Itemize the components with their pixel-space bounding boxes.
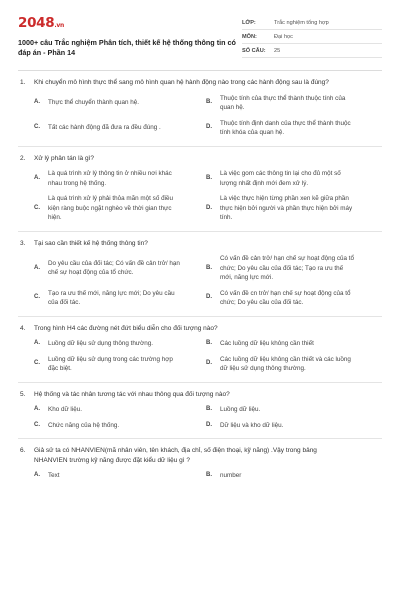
option-text: Là quá trình xử lý thông tin ở nhiều nơi khác nhau trong hệ thống.: [48, 170, 172, 187]
options: [34, 94, 382, 138]
question-number: 2.: [20, 154, 26, 162]
question-number: 1.: [20, 79, 26, 86]
option-letter: A.: [34, 340, 40, 346]
header-left: [18, 16, 236, 58]
question-number: 5.: [20, 390, 26, 398]
option-b[interactable]: [206, 254, 378, 283]
option-d[interactable]: [206, 421, 378, 431]
option-text: number: [220, 472, 242, 479]
option-text: Là việc thực hiện từng phần xen kẽ giữa phần thực hiện bởi người và phần thực hiện bởi máy tính.: [220, 195, 353, 221]
question-text: [18, 324, 382, 334]
logo-suffix: .vn: [54, 22, 64, 29]
option-d[interactable]: [206, 355, 378, 374]
option-d[interactable]: [206, 119, 378, 138]
page-title: 1000+ câu Trắc nghiệm Phân tích, thiết kế hệ thống thông tin có đáp án - Phần 14: [18, 38, 236, 57]
option-text: Dữ liệu và kho dữ liệu.: [220, 421, 284, 429]
question-body: Trong hình H4 các đường nét đứt biểu diễn cho đối tượng nào?: [34, 324, 218, 332]
question-body: Giả sử ta có NHANVIEN(mã nhân viên, tên khách, địa chỉ, số điện thoại, kỹ năng) .Vậy trong bảng NHANVIEN trường kỹ năng được đặt kiểu dữ liệu gì ?: [34, 447, 317, 464]
meta-value: Đại học: [274, 33, 293, 40]
options: [34, 471, 382, 481]
meta-label: MÔN:: [242, 33, 257, 40]
option-d[interactable]: [206, 289, 378, 308]
question-divider: [18, 438, 382, 439]
option-letter: D.: [206, 360, 212, 367]
option-c[interactable]: [34, 421, 206, 431]
option-text: Các luồng dữ liệu không cần thiết: [220, 340, 314, 347]
option-text: Thực thể chuyển thành quan hệ.: [48, 99, 140, 107]
options: [34, 405, 382, 430]
option-a[interactable]: [34, 254, 206, 283]
option-text: Luồng dữ liệu.: [220, 406, 261, 413]
option-text: Là việc gom các thông tin lại cho đủ một số lượng nhất định mới đem xử lý.: [220, 170, 341, 187]
question-6: [18, 446, 382, 481]
question-body: Hệ thống và tác nhân tương tác với nhau thông qua đối tượng nào?: [34, 390, 230, 398]
option-text: Các luồng dữ liệu không cần thiết và các luồng dữ liệu sử dụng thông thường.: [220, 355, 351, 372]
option-c[interactable]: [34, 119, 206, 138]
option-a[interactable]: [34, 94, 206, 113]
meta-row-class: [242, 16, 382, 30]
site-logo[interactable]: [18, 16, 236, 33]
meta-table: [242, 16, 382, 58]
meta-label: SỐ CÂU:: [242, 47, 266, 54]
question-2: [18, 154, 382, 232]
meta-value: 25: [274, 47, 281, 54]
option-text: Chức năng của hệ thống.: [48, 421, 120, 429]
question-text: [18, 154, 382, 164]
question-divider: [18, 382, 382, 383]
options: [34, 169, 382, 223]
option-a[interactable]: [34, 339, 206, 349]
option-text: Luồng dữ liệu sử dụng thông thường.: [48, 340, 154, 347]
option-letter: A.: [34, 174, 40, 181]
option-c[interactable]: [34, 355, 206, 374]
option-b[interactable]: [206, 169, 378, 188]
option-letter: B.: [206, 472, 212, 478]
option-letter: A.: [34, 472, 40, 478]
option-letter: C.: [34, 421, 40, 428]
meta-row-count: [242, 44, 382, 58]
option-text: Do yêu cầu của đối tác; Có vấn đề cản trở/ hạn chế sự hoạt động của tổ chức.: [48, 259, 180, 277]
option-letter: D.: [206, 294, 212, 301]
question-text: [18, 390, 382, 400]
header: [18, 16, 382, 58]
header-divider: [18, 70, 382, 71]
question-text: [18, 78, 382, 88]
option-letter: A.: [34, 264, 40, 271]
options: [34, 254, 382, 308]
option-letter: A.: [34, 406, 40, 412]
question-body: Khi chuyển mô hình thực thể sang mô hình quan hệ hành động nào trong các hành động sau là đúng?: [34, 79, 329, 86]
option-c[interactable]: [34, 194, 206, 223]
option-b[interactable]: [206, 94, 378, 113]
question-text: [18, 446, 382, 465]
option-letter: C.: [34, 294, 40, 301]
question-text: [18, 239, 382, 249]
option-text: Text: [48, 472, 60, 479]
option-c[interactable]: [34, 289, 206, 308]
options: [34, 339, 382, 374]
option-d[interactable]: [206, 194, 378, 223]
meta-label: LỚP:: [242, 19, 256, 26]
meta-row-subject: [242, 30, 382, 44]
question-1: [18, 78, 382, 147]
option-letter: B.: [206, 174, 212, 181]
option-letter: D.: [206, 124, 212, 131]
option-text: Thuộc tính của thực thể thành thuộc tính của quan hệ.: [220, 94, 346, 111]
option-letter: C.: [34, 360, 40, 367]
option-text: Có vấn đề cản trở/ hạn chế sự hoạt động của tổ chức; Do yêu cầu của đối tác; Tạo ra ưu thế mới, năng lực mới.: [220, 255, 355, 281]
option-letter: A.: [34, 99, 40, 106]
question-5: [18, 390, 382, 440]
meta-value: Trắc nghiệm tổng hợp: [274, 19, 329, 26]
option-letter: D.: [206, 204, 212, 211]
question-number: 3.: [20, 239, 26, 247]
question-divider: [18, 231, 382, 232]
question-4: [18, 324, 382, 383]
option-b[interactable]: [206, 471, 378, 481]
option-b[interactable]: [206, 339, 378, 349]
option-text: Là quá trình xử lý phải thỏa mãn một số điều kiện ràng buộc ngặt nghèo về thời gian thực hiện.: [48, 195, 173, 221]
option-letter: B.: [206, 264, 212, 271]
option-letter: B.: [206, 406, 212, 412]
option-a[interactable]: [34, 471, 206, 481]
option-text: Thuộc tính định danh của thực thể thành thuộc tính khóa của quan hệ.: [220, 119, 351, 136]
option-letter: C.: [34, 204, 40, 211]
question-body: Tại sao cần thiết kế hệ thống thông tin?: [34, 239, 148, 247]
option-a[interactable]: [34, 169, 206, 188]
option-letter: B.: [206, 340, 212, 346]
question-3: [18, 239, 382, 317]
option-letter: B.: [206, 99, 212, 106]
option-text: Tất các hành động đã đưa ra đều đúng .: [48, 124, 161, 132]
question-body: Xử lý phân tán là gì?: [34, 154, 95, 162]
question-divider: [18, 146, 382, 147]
option-letter: C.: [34, 124, 40, 131]
option-letter: D.: [206, 421, 212, 428]
option-text: Kho dữ liệu.: [48, 406, 82, 413]
option-text: Luồng dữ liệu sử dụng trong các trường hợp đặc biệt.: [48, 355, 173, 372]
option-b[interactable]: [206, 405, 378, 415]
question-number: 6.: [20, 447, 26, 454]
logo-text: 2048: [18, 15, 55, 31]
option-text: Tạo ra ưu thế mới, năng lực mới; Do yêu cầu của đối tác.: [48, 289, 175, 306]
option-a[interactable]: [34, 405, 206, 415]
question-number: 4.: [20, 324, 26, 332]
option-text: Có vấn đề cn trở/ hạn chế sự hoạt động của tổ chức; Do yêu cầu của đối tác.: [220, 289, 351, 306]
question-divider: [18, 316, 382, 317]
